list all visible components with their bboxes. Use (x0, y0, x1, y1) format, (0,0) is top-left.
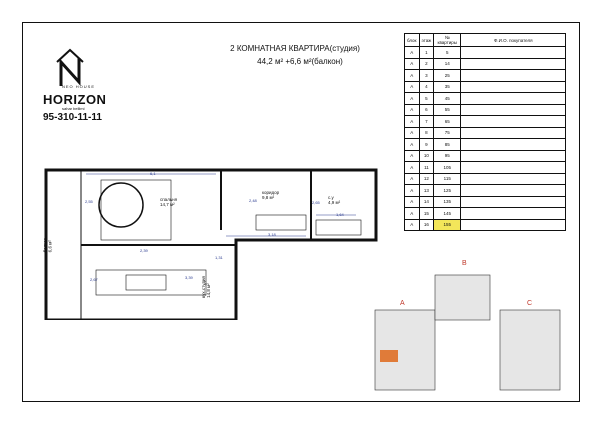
blocks-map (365, 265, 575, 400)
dim-6: 2,65 (312, 200, 320, 205)
cell-block: A (405, 185, 420, 197)
cell-floor: 13 (419, 185, 434, 197)
cell-block: A (405, 127, 420, 139)
dim-3: 1,64 (336, 212, 344, 217)
cell-block: A (405, 58, 420, 70)
cell-apt: 5 (434, 47, 461, 59)
cell-owner[interactable] (461, 93, 566, 105)
table-row (405, 127, 566, 139)
brand-small: NEO HOUSE (62, 84, 96, 89)
cell-owner[interactable] (461, 47, 566, 59)
table-row (405, 219, 566, 231)
cell-owner[interactable] (461, 219, 566, 231)
table-row (405, 81, 566, 93)
cell-floor: 12 (419, 173, 434, 185)
table-header-row (405, 34, 566, 47)
cell-apt: 45 (434, 93, 461, 105)
table-row (405, 104, 566, 116)
cell-apt: 135 (434, 196, 461, 208)
block-a-label: A (400, 300, 405, 307)
dim-2: 3,18 (268, 232, 276, 237)
cell-owner[interactable] (461, 196, 566, 208)
dim-4: 2,55 (85, 199, 93, 204)
cell-floor: 7 (419, 116, 434, 128)
table-row (405, 93, 566, 105)
dim-1: 6,1 (150, 171, 156, 176)
cell-block: A (405, 47, 420, 59)
cell-block: A (405, 173, 420, 185)
cell-apt: 55 (434, 104, 461, 116)
cell-floor: 2 (419, 58, 434, 70)
cell-apt: 155 (434, 219, 461, 231)
cell-block: A (405, 116, 420, 128)
cell-block: A (405, 208, 420, 220)
brand-name: HORIZON (43, 92, 107, 107)
cell-floor: 8 (419, 127, 434, 139)
cell-block: A (405, 196, 420, 208)
apartment-title: 2 КОМНАТНАЯ КВАРТИРА(студия) (230, 44, 360, 53)
cell-floor: 6 (419, 104, 434, 116)
table-row (405, 173, 566, 185)
table-row (405, 47, 566, 59)
cell-block: A (405, 219, 420, 231)
cell-owner[interactable] (461, 58, 566, 70)
cell-floor: 10 (419, 150, 434, 162)
cell-floor: 9 (419, 139, 434, 151)
cell-apt: 65 (434, 116, 461, 128)
cell-floor: 1 (419, 47, 434, 59)
cell-owner[interactable] (461, 127, 566, 139)
cell-apt: 14 (434, 58, 461, 70)
block-b-label: B (462, 260, 467, 267)
cell-owner[interactable] (461, 173, 566, 185)
cell-block: A (405, 93, 420, 105)
dim-5: 2,48 (249, 198, 257, 203)
cell-apt: 35 (434, 81, 461, 93)
cell-floor: 14 (419, 196, 434, 208)
cell-floor: 5 (419, 93, 434, 105)
table-row (405, 70, 566, 82)
cell-floor: 4 (419, 81, 434, 93)
cell-floor: 11 (419, 162, 434, 174)
cell-floor: 15 (419, 208, 434, 220)
col-owner: Ф.И.О. покупателя (461, 34, 566, 47)
cell-owner[interactable] (461, 104, 566, 116)
cell-apt: 75 (434, 127, 461, 139)
table-row (405, 116, 566, 128)
cell-apt: 85 (434, 139, 461, 151)
cell-floor: 16 (419, 219, 434, 231)
cell-owner[interactable] (461, 208, 566, 220)
apartment-area: 44,2 м² +6,6 м²(балкон) (257, 57, 343, 66)
table-row (405, 139, 566, 151)
cell-apt: 95 (434, 150, 461, 162)
cell-owner[interactable] (461, 116, 566, 128)
cell-block: A (405, 81, 420, 93)
table-row (405, 150, 566, 162)
cell-owner[interactable] (461, 162, 566, 174)
brand-phone: 95-310-11-11 (43, 112, 102, 123)
room-living: спальня 14,7 м² (160, 197, 178, 207)
col-apt: № квартиры (434, 34, 461, 47)
cell-owner[interactable] (461, 81, 566, 93)
cell-apt: 115 (434, 173, 461, 185)
cell-owner[interactable] (461, 185, 566, 197)
col-block: блок (405, 34, 420, 47)
room-corridor: коридор 9,8 м² (262, 190, 280, 200)
cell-block: A (405, 70, 420, 82)
dim-9: 3,39 (185, 275, 193, 280)
cell-apt: 145 (434, 208, 461, 220)
units-table (404, 33, 566, 231)
cell-block: A (405, 150, 420, 162)
table-row (405, 58, 566, 70)
block-c-label: C (527, 300, 533, 307)
room-kitchen: кух.студия 14,8 м² (200, 276, 211, 298)
table-row (405, 196, 566, 208)
cell-owner[interactable] (461, 139, 566, 151)
cell-owner[interactable] (461, 70, 566, 82)
dim-8: 2,39 (140, 248, 148, 253)
table-row (405, 185, 566, 197)
room-balcony: балкон 6,6 м² (42, 237, 53, 253)
cell-owner[interactable] (461, 150, 566, 162)
floor-plan (36, 160, 386, 320)
dim-7: 2,67 (90, 277, 98, 282)
cell-apt: 105 (434, 162, 461, 174)
brand-sub: sahar bellimi (62, 106, 85, 111)
table-row (405, 208, 566, 220)
cell-block: A (405, 139, 420, 151)
room-bath: с.у 4,9 м² (328, 195, 341, 205)
dim-11: 1,31 (215, 255, 223, 260)
cell-apt: 125 (434, 185, 461, 197)
col-floor: этаж (419, 34, 434, 47)
table-row (405, 162, 566, 174)
neo-logo-icon (55, 48, 85, 88)
cell-apt: 25 (434, 70, 461, 82)
cell-block: A (405, 162, 420, 174)
cell-floor: 3 (419, 70, 434, 82)
cell-block: A (405, 104, 420, 116)
